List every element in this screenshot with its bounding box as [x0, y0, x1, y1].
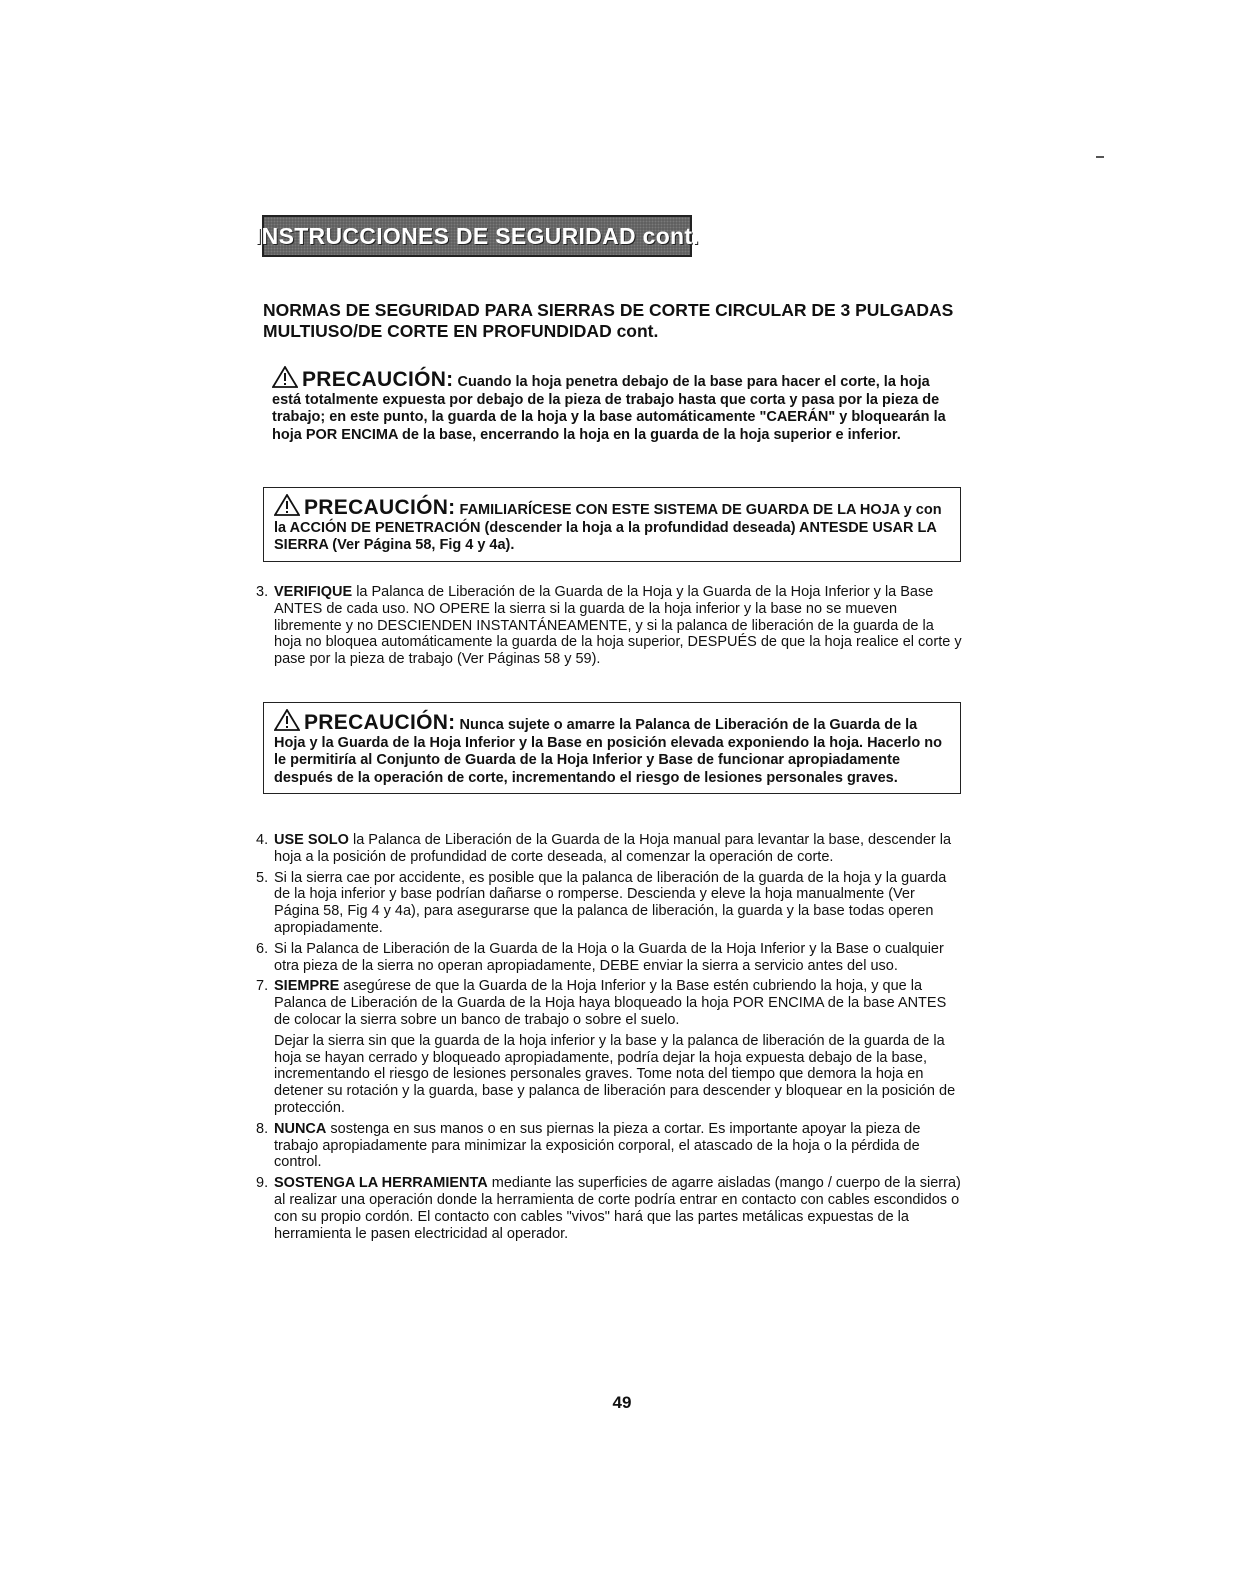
item-text: mediante las superficies de agarre aisladas (mango / cuerpo de la sierra) al realizar una operación donde la herramienta de corte podría entrar en contacto con cables escondidos o con su propio cordón. El contacto con cables "vivos" hará que las partes metálicas expuestas de la herramienta le pasen electricidad al operador. — [274, 1175, 961, 1242]
item-number: 7. — [256, 978, 269, 995]
item-text: asegúrese de que la Guarda de la Hoja Inferior y la Base estén cubriendo la hoja, y que la Palanca de Liberación de la Guarda de la Hoja haya bloqueado la hoja POR ENCIMA de la base ANTES de colocar la sierra sobre un banco de trabajo o sobre el suelo. — [274, 978, 947, 1028]
caution-1 — [272, 366, 962, 444]
list-item — [256, 832, 962, 866]
list-item — [256, 941, 962, 975]
item-lead: USE SOLO — [274, 832, 349, 848]
list-item — [256, 1121, 962, 1171]
list-item-3-wrapper — [256, 584, 962, 672]
item-lead: NUNCA — [274, 1120, 327, 1137]
item-text: sostenga en sus manos o en sus piernas la pieza a cortar. Es importante apoyar la pieza de trabajo apropiadamente para minimizar la exposición corporal, el atascado de la hoja o la pérdida de control. — [274, 1120, 921, 1171]
item-text: la Palanca de Liberación de la Guarda de la Hoja y la Guarda de la Hoja Inferior y la Base ANTES de cada uso. NO OPERE la sierra si la guarda de la hoja inferior y la base no se mueven libremente y no DESCIENDEN INSTANTÁNEAMENTE, y si la palanca de liberación de la guarda de la hoja no bloquea automáticamente la guarda de la hoja superior, DESPUÉS de que la hoja realice el corte y pase por la pieza de trabajo (Ver Páginas 58 y 59). — [274, 584, 962, 668]
item-number: 4. — [256, 832, 269, 848]
item-number: 8. — [256, 1120, 269, 1137]
item-extra-paragraph: Dejar la sierra sin que la guarda de la hoja inferior y la base y la palanca de liberación de la guarda de la hoja se hayan cerrado y bloqueado apropiadamente, podría dejar la hoja expuesta debajo de la base, incrementando el riesgo de lesiones personales graves. Tome nota del tiempo que demora la hoja en detener su rotación y la guarda, base y palanca de liberación para descender y bloquear en la posición de protección. — [274, 1032, 956, 1116]
caution-3 — [263, 702, 961, 794]
page-number: 49 — [612, 1393, 632, 1412]
item-lead: SOSTENGA LA HERRAMIENTA — [274, 1175, 488, 1192]
caution-label: PRECAUCIÓN: — [304, 711, 456, 734]
list-item — [256, 978, 962, 1116]
item-number: 9. — [256, 1175, 269, 1192]
caution-text: FAMILIARÍCESE CON ESTE SISTEMA DE GUARDA DE LA HOJA y con la ACCIÓN DE PENETRACIÓN (descender la hoja a la profundidad deseada) ANTESDE USAR LA SIERRA (Ver Página 58, Fig 4 y 4a). — [274, 502, 942, 553]
section-heading: NORMAS DE SEGURIDAD PARA SIERRAS DE CORTE CIRCULAR DE 3 PULGADAS MULTIUSO/DE CORTE EN PROFUNDIDAD cont. — [263, 300, 954, 341]
item-lead: SIEMPRE — [274, 978, 340, 995]
caution-label: PRECAUCIÓN: — [304, 496, 456, 519]
caution-text: Nunca sujete o amarre la Palanca de Liberación de la Guarda de la Hoja y la Guarda de la Hoja Inferior y la Base en posición elevada exponiendo la hoja. Hacerlo no le permitiría al Conjunto de Guarda de la Hoja Inferior y Base de funcionar apropiadamente después de la operación de corte, incrementando el riesgo de lesiones personales graves. — [274, 717, 943, 786]
margin-mark — [1096, 156, 1104, 158]
item-text: la Palanca de Liberación de la Guarda de la Hoja manual para levantar la base, descender la hoja a la posición de profundidad de corte deseada, al comenzar la operación de corte. — [274, 832, 952, 865]
list-item — [256, 870, 962, 937]
item-text: Si la Palanca de Liberación de la Guarda de la Hoja o la Guarda de la Hoja Inferior y la Base o cualquier otra pieza de la sierra no operan apropiadamente, DEBE enviar la sierra a servicio antes del uso. — [274, 940, 944, 974]
warning-triangle-icon — [272, 366, 298, 388]
warning-triangle-icon — [274, 709, 300, 731]
item-text: Si la sierra cae por accidente, es posible que la palanca de liberación de la guarda de la hoja y la guarda de la hoja inferior y base podrían dañarse o romperse. Descienda y eleve la hoja manualmente (Ver Página 58, Fig 4 y 4a), para asegurarse que la palanca de liberación, la guarda y la base todas operen apropiadamente. — [274, 869, 947, 936]
list-item — [256, 584, 962, 668]
list-item — [256, 1175, 962, 1242]
item-number: 5. — [256, 869, 269, 886]
section-banner — [254, 215, 700, 257]
instruction-list — [256, 832, 962, 1246]
warning-triangle-icon — [274, 494, 300, 516]
item-number: 3. — [256, 584, 269, 600]
caution-text: Cuando la hoja penetra debajo de la base para hacer el corte, la hoja está totalmente expuesta por debajo de la pieza de trabajo hasta que corta y pasa por la pieza de trabajo; en este punto, la guarda de la hoja y la base automáticamente "CAERÁN" y bloquearán la hoja POR ENCIMA de la base, encerrando la hoja en la guarda de la hoja superior e inferior. — [272, 374, 946, 443]
item-number: 6. — [256, 940, 269, 957]
item-lead: VERIFIQUE — [274, 584, 353, 600]
banner-title: INSTRUCCIONES DE SEGURIDAD cont. — [254, 222, 700, 249]
caution-label: PRECAUCIÓN: — [302, 368, 454, 391]
caution-2 — [263, 487, 961, 562]
